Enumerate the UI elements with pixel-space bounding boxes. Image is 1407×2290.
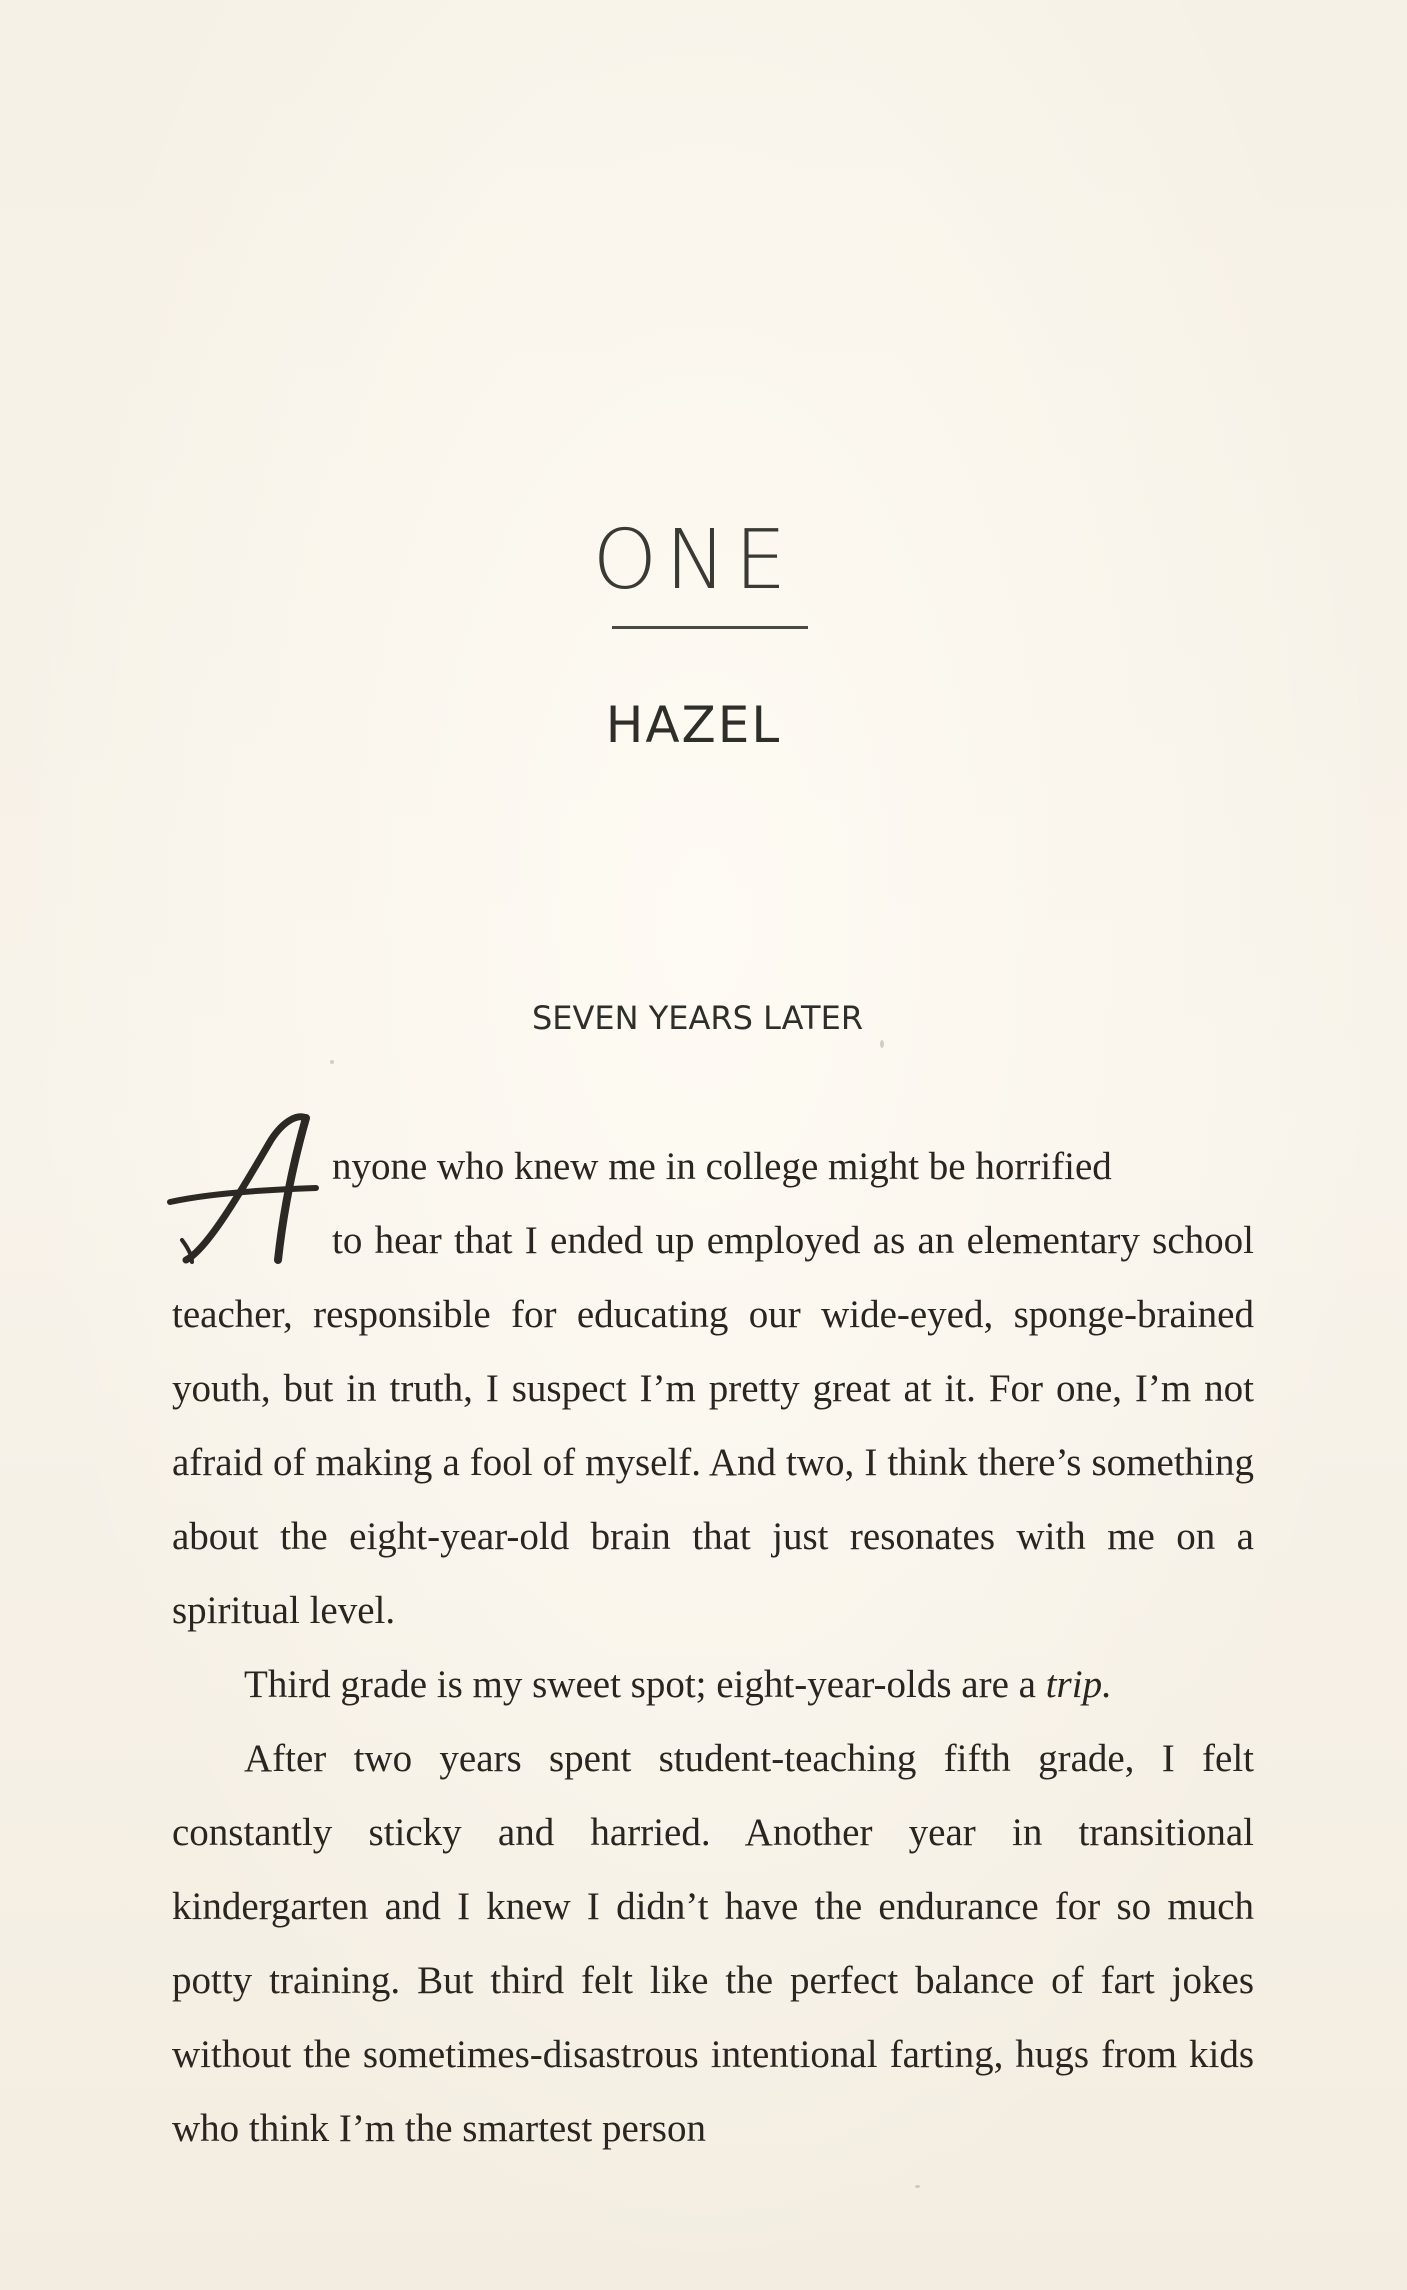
paragraph-2-emphasis: trip. (1045, 1663, 1112, 1706)
paragraph-1 (172, 1130, 1254, 1648)
chapter-number: ONE (592, 513, 795, 608)
paper-speck (880, 1040, 884, 1048)
time-heading: SEVEN YEARS LATER (531, 999, 864, 1037)
paragraph-2 (172, 1648, 1254, 1722)
first-line: nyone who knew me in college might be horrified (332, 1145, 1112, 1188)
paragraph-1-rest: school teacher, responsible for educating our wide-eyed, sponge-brained youth, but in truth, I suspect I’m pretty great at it. For one, I’m not afraid of making a fool of myself. And two, I think there’s something about the eight-year-old brain that just resonates with me on a spiritual level. (172, 1219, 1254, 1632)
paper-speck (330, 1060, 334, 1064)
paragraph-3: After two years spent student-teaching fifth grade, I felt constantly sticky and harried. Another year in transitional kindergarten and I knew I didn’t have the endurance for so much potty training. But third felt like the perfect balance of fart jokes without the sometimes-disastrous intentional farting, hugs from kids who think I’m the smartest person (172, 1737, 1254, 2150)
second-line: to hear that I ended up employed as an elementary (332, 1219, 1140, 1262)
paper-speck (915, 2185, 920, 2188)
chapter-pov-name: HAZEL (605, 696, 782, 754)
paragraph-2-text: Third grade is my sweet spot; eight-year-olds are a (244, 1663, 1046, 1706)
chapter-rule (612, 626, 808, 629)
chapter-body (172, 1130, 1254, 2166)
